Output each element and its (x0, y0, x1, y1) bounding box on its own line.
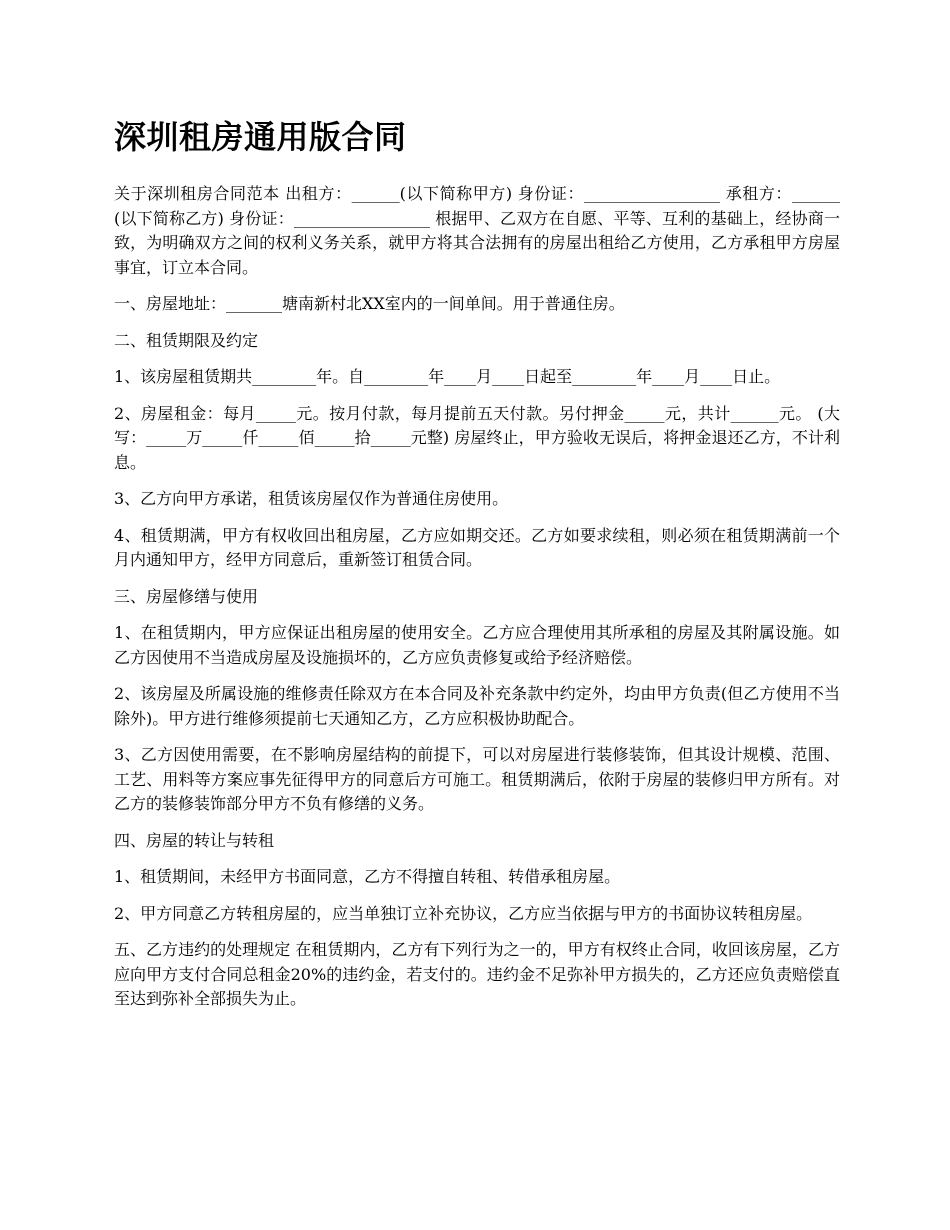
document-page (114, 112, 840, 1024)
clause-safety: 1、在租赁期内，甲方应保证出租房屋的使用安全。乙方应合理使用其所承租的房屋及其附属设施。如乙方因使用不当造成房屋及设施损坏的，乙方应负责修复或给予经济赔偿。 (114, 623, 840, 667)
clause-lease-renewal: 4、租赁期满，甲方有权收回出租房屋，乙方应如期交还。乙方如要求续租，则必须在租赁期满前一个月内通知甲方，经甲方同意后，重新签订租赁合同。 (114, 525, 840, 569)
clause-maintenance: 2、该房屋及所属设施的维修责任除双方在本合同及补充条款中约定外，均由甲方负责(但乙方使用不当除外)。甲方进行维修须提前七天通知乙方，乙方应积极协助配合。 (114, 684, 840, 728)
section-heading-lease-term: 二、租赁期限及约定 (114, 330, 259, 350)
clause-house-address: 一、房屋地址：_______塘南新村北XX室内的一间单间。用于普通住房。 (114, 294, 625, 313)
intro-paragraph: 关于深圳租房合同范本 出租方：______(以下简称甲方) 身份证：_________________ 承租方：______(以下简称乙方) 身份证：_________________ 根据甲、乙双方在自愿、平等、互利的基础上，经协商一致，为明确双方之间的权利义务关系，就甲方将其合法拥有的房屋出租给乙方使用，乙方承租甲方房屋事宜，订立本合同。 (114, 184, 840, 277)
clause-sublet-agreement: 2、甲方同意乙方转租房屋的，应当单独订立补充协议，乙方应当依据与甲方的书面协议转租房屋。 (114, 903, 813, 923)
clause-renovation: 3、乙方因使用需要，在不影响房屋结构的前提下，可以对房屋进行装修装饰，但其设计规模、范围、工艺、用料等方案应事先征得甲方的同意后方可施工。租赁期满后，依附于房屋的装修归甲方所有。对乙方的装修装饰部分甲方不负有修缮的义务。 (114, 745, 840, 813)
clause-no-sublet: 1、租赁期间，未经甲方书面同意，乙方不得擅自转租、转借承租房屋。 (114, 867, 621, 886)
document-title: 深圳租房通用版合同 (114, 118, 407, 156)
section-breach-handling: 五、乙方违约的处理规定 在租赁期内，乙方有下列行为之一的，甲方有权终止合同，收回该房屋，乙方应向甲方支付合同总租金20%的违约金，若支付的。违约金不足弥补甲方损失的，乙方还应负责赔偿直至达到弥补全部损失为止。 (114, 940, 840, 1008)
section-heading-repair-use: 三、房屋修缮与使用 (114, 586, 259, 606)
section-heading-transfer-sublet: 四、房屋的转让与转租 (114, 830, 275, 850)
clause-rent: 2、房屋租金：每月_____元。按月付款，每月提前五天付款。另付押金_____元，共计______元。 (大写：_____万_____仟_____佰_____拾_____元整) 房屋终止，甲方验收无误后，将押金退还乙方，不计利息。 (114, 403, 840, 472)
clause-usage-promise: 3、乙方向甲方承诺，租赁该房屋仅作为普通住房使用。 (114, 489, 509, 508)
clause-lease-period: 1、该房屋租赁期共________年。自________年____月____日起至________年____月____日止。 (114, 367, 781, 386)
